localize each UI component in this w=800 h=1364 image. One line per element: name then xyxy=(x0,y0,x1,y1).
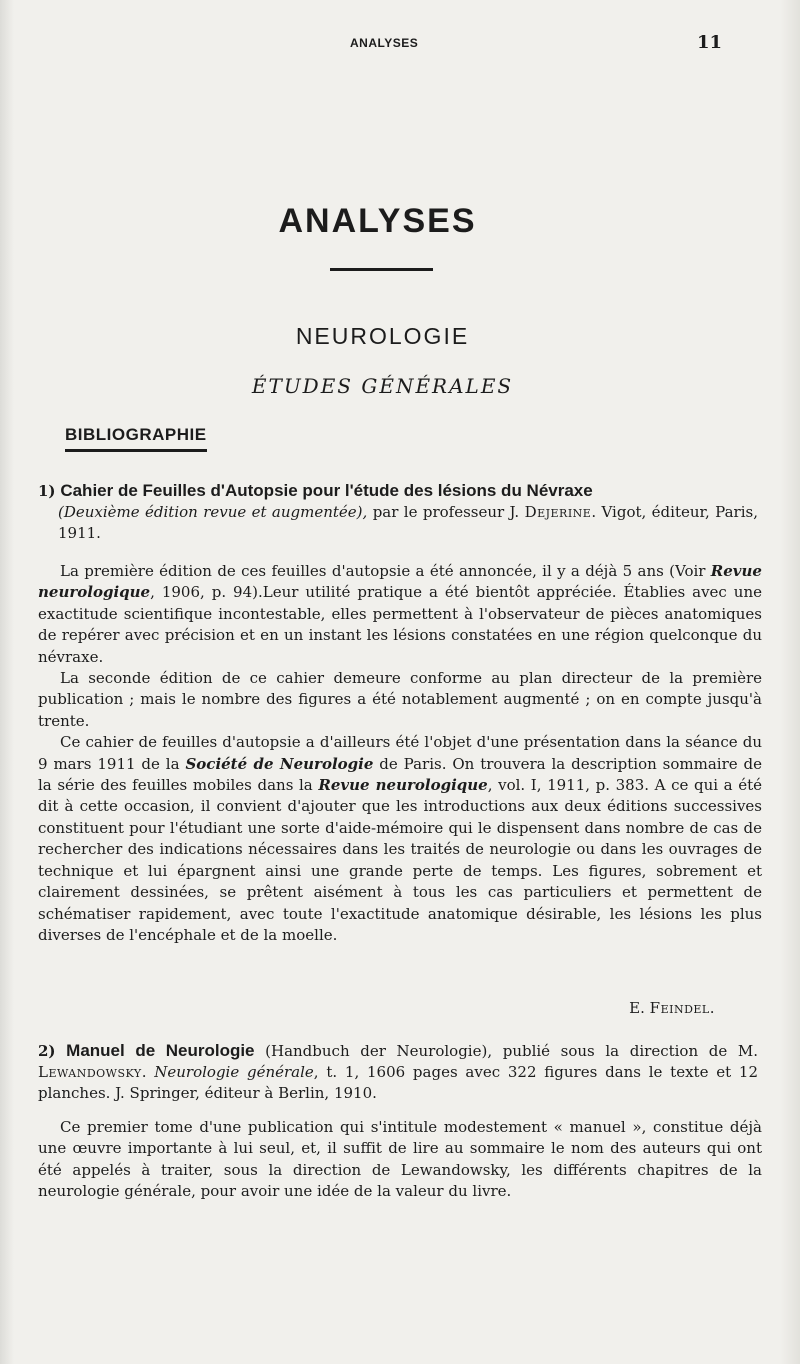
article-2-part: Neurologie générale xyxy=(154,1063,314,1081)
article-1-body xyxy=(38,561,762,946)
journal-title: Revue neurologique xyxy=(318,776,488,795)
article-1-paragraph xyxy=(38,561,762,668)
text-run: La première édition de ces feuilles d'autopsie a été annoncée, il y a déjà 5 ans (Voir xyxy=(60,562,706,580)
main-title: ANALYSES xyxy=(278,202,477,240)
running-head: ANALYSES xyxy=(350,36,419,50)
article-2-body xyxy=(38,1117,762,1203)
section-heading: NEUROLOGIE xyxy=(295,323,470,349)
journal-title: Revue neurologique xyxy=(38,562,762,602)
article-1-number: 1) xyxy=(38,482,56,500)
article-2-subtitle: (Handbuch der Neurologie), publié sous la direction de M. xyxy=(265,1042,758,1060)
signature-initial: E. xyxy=(629,999,645,1017)
text-run: de Paris. On trouvera la description sommaire de la série des feuilles mobiles dans la xyxy=(38,754,762,795)
signature-name: Feindel. xyxy=(649,999,715,1017)
article-2-paragraph: Ce premier tome d'une publication qui s'intitule modestement « manuel », constitue déjà une œuvre importante à lui seul, et, il suffit de lire au sommaire le nom des auteurs qui ont été appelés à traiter, sous la direction de Lewandowsky, les différents chapitres de la neurologie générale, pour avoir une idée de la valeur du livre. xyxy=(38,1118,762,1201)
article-1-title: Cahier de Feuilles d'Autopsie pour l'étude des lésions du Névraxe xyxy=(60,481,593,500)
article-1-by: par le professeur J. xyxy=(372,503,520,521)
bibliography-heading: BIBLIOGRAPHIE xyxy=(65,425,207,452)
article-1-paragraph: La seconde édition de ce cahier demeure conforme au plan directeur de la première publication ; mais le nombre des figures a été notablement augmenté ; on en compte jusqu'à trente. xyxy=(38,669,762,730)
page-number: 11 xyxy=(696,32,722,53)
article-1-heading xyxy=(38,480,758,544)
title-rule xyxy=(330,268,433,271)
article-2-title: Manuel de Neurologie xyxy=(66,1041,255,1060)
article-2-number: 2) xyxy=(38,1042,56,1060)
article-1-signature xyxy=(629,999,715,1017)
text-run: , vol. I, 1911, p. 383. A ce qui a été dit à cette occasion, il convient d'ajouter que les introductions aux deux éditions successives constituent pour l'étudiant une sorte d'aide-mémoire qui le dispensent dans nombre de cas de rechercher des indications nécessaires dans les traités de neurologie ou dans les ouvrages de technique et lui épargnent ainsi une grande perte de temps. Les figures, sobrement et clairement dessinées, se prêtent aisément à tous les cas particuliers et permettent de schématiser rapidement, avec toute l'exactitude anatomique désirable, les lésions les plus diverses de l'encéphale et de la moelle. xyxy=(38,776,762,944)
article-2-details: , t. 1, 1606 pages avec 322 figures dans le texte et 12 planches. J. Springer, éditeur à Berlin, 1910. xyxy=(38,1063,758,1102)
article-1-paragraph xyxy=(38,732,762,946)
article-2-director: Lewandowsky xyxy=(38,1063,142,1081)
text-run: Ce cahier de feuilles d'autopsie a d'ailleurs été l'objet d'une présentation dans la séance du 9 mars 1911 de la xyxy=(38,733,762,773)
article-1-publisher: . Vigot, éditeur, Paris, 1911. xyxy=(58,503,758,542)
article-1-author: Dejerine xyxy=(524,503,592,521)
article-2-heading xyxy=(38,1040,758,1104)
subsection-heading: ÉTUDES GÉNÉRALES xyxy=(251,374,514,398)
society-name: Société de Neurologie xyxy=(185,754,374,773)
article-1-edition: (Deuxième édition revue et augmentée), xyxy=(58,503,368,521)
text-run: , 1906, p. 94).Leur utilité pratique a été bientôt appréciée. Établies avec une exactitude scientifique incontestable, elles permettent à l'observateur de pièces anatomiques de repérer avec précision et en un instant les lésions constatées en une région quelconque du névraxe. xyxy=(38,583,762,666)
text-run: . xyxy=(141,1063,147,1081)
